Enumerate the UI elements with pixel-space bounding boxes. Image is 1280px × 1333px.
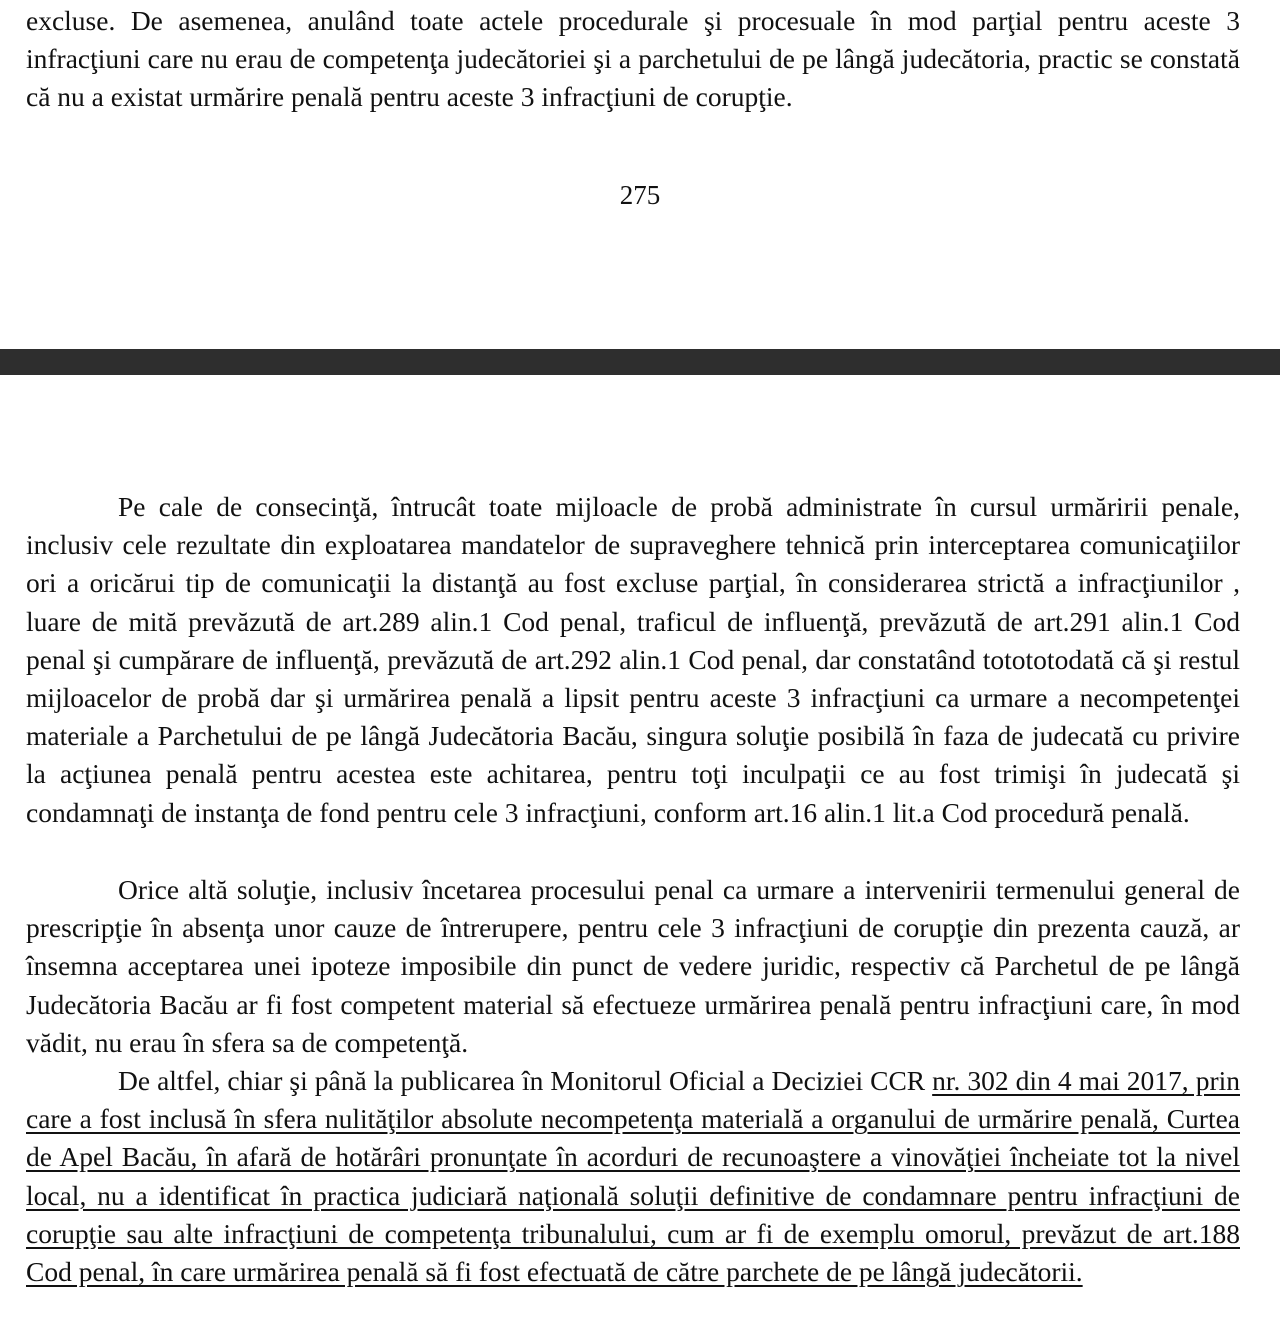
paragraph-other-solution: Orice altă soluţie, inclusiv încetarea procesului penal ca urmare a intervenirii termenului general de prescripţie în absenţa unor cauze de întrerupere, pentru cele 3 infracţiuni de corupţie din prezenta cauză, ar însemna acceptarea unei ipoteze imposibile din punct de vedere juridic, respectiv că Parchetul de pe lângă Judecătoria Bacău ar fi fost competent material să efectueze urmărirea penală pentru infracţiuni care, în mod vădit, nu erau în sfera sa de competenţă.	[26, 874, 1240, 1058]
paragraph-ccr-lead-text: De altfel, chiar şi până la publicarea în Monitorul Oficial a Deciziei CCR	[118, 1065, 933, 1096]
underlined-passage: nr. 302 din 4 mai 2017, prin care a fost inclusă în sfera nulităţilor absolute necompetenţa materială a organului de urmărire penală, Curtea de Apel Bacău, în afară de hotărâri pronunţate în acorduri de recunoaştere a vinovăţiei încheiate tot la nivel local, nu a identificat în practica judiciară naţională soluţii definitive de condamnare pentru infracţiuni de corupţie sau alte infracţiuni de competenţa tribunalului, cum ar fi de exemplu omorul, prevăzut de art.188 Cod penal, în care urmărirea penală să fi fost efectuată de către parchete de pe lângă judecătorii.	[26, 1065, 1240, 1288]
paragraph-ccr-decision	[26, 1062, 1240, 1291]
page-number: 275	[619, 180, 661, 210]
page-separator-bar	[0, 349, 1280, 375]
paragraph-acquittal-reasoning: Pe cale de consecinţă, întrucât toate mijloacle de probă administrate în cursul urmăririi penale, inclusiv cele rezultate din exploatarea mandatelor de supraveghere tehnică prin interceptarea comunicaţiilor ori a oricărui tip de comunicaţii la distanţă au fost excluse parţial, în considerarea strictă a infracţiunilor , luare de mită prevăzută de art.289 alin.1 Cod penal, traficul de influenţă, prevăzută de art.291 alin.1 Cod penal şi cumpărare de influenţă, prevăzută de art.292 alin.1 Cod penal, dar constatând totototodată că şi restul mijloacelor de probă dar şi urmărirea penală a lipsit pentru aceste 3 infracţiuni ca urmare a necompetenţei materiale a Parchetului de pe lângă Judecătoria Bacău, singura soluţie posibilă în faza de judecată cu privire la acţiunea penală pentru acestea este achitarea, pentru toţi inculpaţii ce au fost trimişi în judecată şi condamnaţi de instanţa de fond pentru cele 3 infracţiuni, conform art.16 alin.1 lit.a Cod procedură penală.	[26, 491, 1240, 828]
carryover-paragraph: excluse. De asemenea, anulând toate actele procedurale şi procesuale în mod parţial pentru aceste 3 infracţiuni care nu erau de competenţa judecătoriei şi a parchetului de pe lângă judecătoria, practic se constată că nu a existat urmărire penală pentru aceste 3 infracţiuni de corupţie.	[26, 5, 1240, 113]
